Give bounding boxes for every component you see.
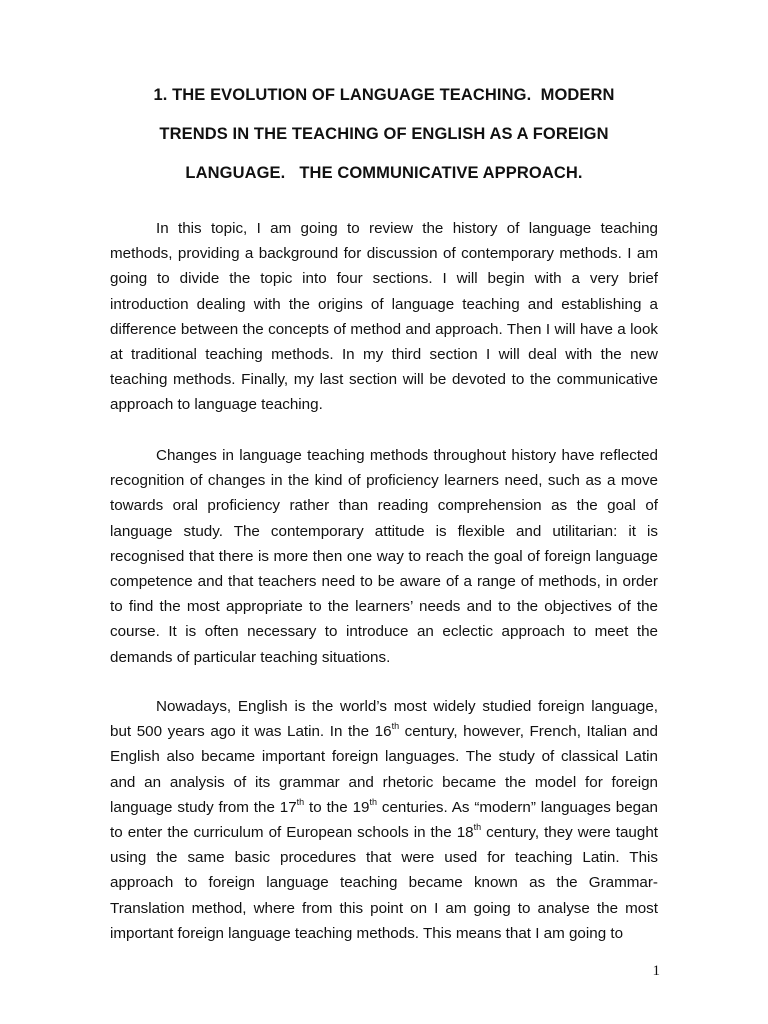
paragraph-3-text-e: century, they were taught using the same basic procedures that were used for teaching Latin. This approach to foreign language teaching became known as the Grammar-Translation method, where from this point on I am going to analyse the most important foreign language teaching methods. This means that I am going to [110,824,658,942]
paragraph-1 [110,216,658,418]
page-number: 1 [652,963,660,979]
title-line-2: TRENDS IN THE TEACHING OF ENGLISH AS A FOREIGN [159,125,609,143]
paragraph-3-text-a: Nowadays, English is the world’s most widely studied foreign language, but 500 years ago it was Latin. In the 16 [110,698,658,741]
title-line-3: LANGUAGE. THE COMMUNICATIVE APPROACH. [185,164,583,182]
paragraph-1-text: In this topic, I am going to review the history of language teaching methods, providing a background for discussion of contemporary methods. I am going to divide the topic into four sections. I will begin with a very brief introduction dealing with the origins of language teaching and establishing a difference between the concepts of method and approach. Then I will have a look at traditional teaching methods. In my third section I will deal with the new teaching methods. Finally, my last section will be devoted to the communicative approach to language teaching. [110,220,658,414]
superscript-th: th [473,821,482,832]
paragraph-3-text-b: century, however, French, Italian and English also became important foreign languages. The study of classical Latin and an analysis of its grammar and rhetoric became the model for foreign language study from the 17 [110,723,658,816]
paragraph-3-text-d: centuries. As “modern” languages began to enter the curriculum of European schools in the 18 [110,798,658,842]
paragraph-2 [110,443,658,670]
paragraph-2-text: Changes in language teaching methods throughout history have reflected recognition of changes in the kind of proficiency learners need, such as a move towards oral proficiency rather than reading comprehension as the goal of language study. The contemporary attitude is flexible and utilitarian: it is recognised that there is more then one way to reach the goal of foreign language competence and that teachers need to be aware of a range of methods, in order to find the most appropriate to the learners’ needs and to the objectives of the course. It is often necessary to introduce an eclectic approach to meet the demands of particular teaching situations. [110,447,658,666]
superscript-th: th [391,721,400,732]
superscript-th: th [296,796,305,807]
paragraph-3-text-c: to the 19 [304,798,370,816]
document-title [110,86,658,196]
superscript-th: th [369,796,377,807]
paragraph-3 [110,694,658,946]
title-line-1: 1. THE EVOLUTION OF LANGUAGE TEACHING. MODERN [153,86,615,104]
